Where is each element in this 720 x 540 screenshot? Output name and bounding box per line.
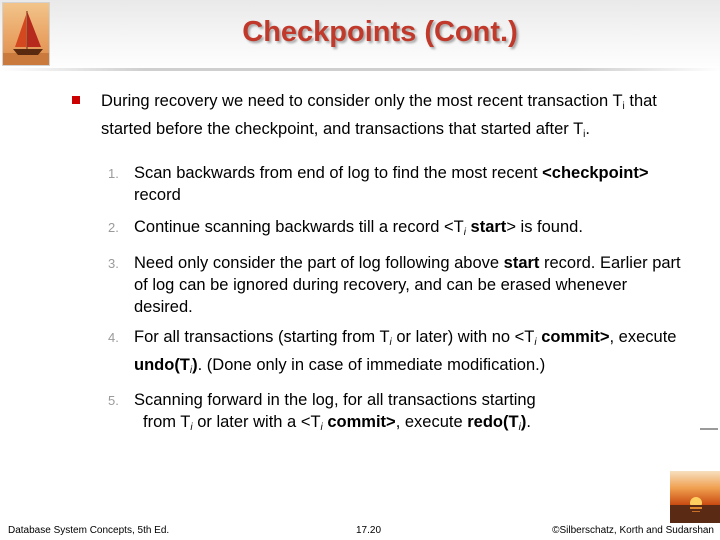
main-bullet-text (101, 90, 691, 146)
list-item-text (134, 216, 690, 244)
list-item (100, 326, 690, 382)
bold-span: commit> (536, 328, 610, 346)
subscript-span: i (534, 337, 537, 348)
text-line: Scanning forward in the log, for all transactions starting (134, 391, 536, 409)
subscript-span: i (189, 365, 193, 376)
main-bullet-end: . (585, 120, 590, 138)
list-item-number: 1. (108, 166, 119, 181)
subscript-span: i (320, 422, 323, 433)
footer-page-number: 17.20 (356, 525, 382, 536)
main-bullet-sub-2: i (583, 129, 586, 140)
main-bullet-intro: During recovery we need to consider only the most recent transaction T (101, 92, 623, 110)
text-span: from T (143, 413, 191, 431)
text-span: or later) with no <T (391, 328, 535, 346)
list-item (100, 216, 690, 244)
list-item-number: 4. (108, 330, 119, 345)
list-item (100, 162, 690, 206)
bullet-square-icon (72, 96, 80, 104)
footer-copyright: ©Silberschatz, Korth and Sudarshan (552, 525, 714, 536)
text-span: . (526, 413, 531, 431)
sunset-image-icon (670, 471, 720, 523)
list-item-text (134, 389, 690, 439)
main-bullet-mid: that started before the checkpoint, and transactions that started after T (101, 92, 657, 138)
numbered-list (100, 162, 690, 439)
text-span: Scan backwards from end of log to find the most recent (134, 164, 543, 182)
text-span: Need only consider the part of log following above (134, 254, 504, 272)
text-span: , execute (395, 413, 468, 431)
list-item-number: 2. (108, 220, 119, 235)
main-bullet-sub-1: i (622, 101, 625, 112)
text-span: . (Done only in case of immediate modification.) (197, 356, 546, 374)
bold-span: ) (192, 356, 198, 374)
edge-mark (700, 428, 718, 430)
text-line (134, 411, 690, 439)
list-item-number: 3. (108, 256, 119, 271)
bold-span: ) (520, 413, 527, 431)
list-item-text (134, 326, 690, 382)
list-item-text (134, 162, 690, 206)
footer-course (8, 525, 169, 536)
bold-span: <checkpoint> (542, 164, 649, 182)
text-span: , execute (609, 328, 677, 346)
bold-span: commit> (322, 413, 396, 431)
subscript-span: i (389, 337, 392, 348)
list-item-text (134, 252, 690, 318)
bold-span: start (465, 218, 507, 236)
title-divider (0, 68, 720, 71)
slide-title: Checkpoints (Cont.) (242, 16, 518, 48)
bold-span: start (503, 254, 540, 272)
list-item (100, 389, 690, 439)
text-span: record (134, 186, 181, 204)
bold-span: redo(T (467, 413, 519, 431)
text-span: record. Earlier part of log can be ignored during recovery, and can be erased whenever desired. (134, 254, 681, 316)
subscript-span: i (190, 422, 193, 433)
subscript-span: i (463, 227, 466, 238)
bold-span: undo(T (134, 356, 190, 374)
text-span: or later with a <T (192, 413, 321, 431)
subscript-span: i (518, 422, 521, 433)
list-item (100, 252, 690, 318)
text-span: For all transactions (starting from T (134, 328, 390, 346)
list-item-number: 5. (108, 393, 119, 408)
footer-course-text: Database System Concepts, 5th Ed. (8, 525, 170, 536)
text-span: Continue scanning backwards till a record <T (134, 218, 464, 236)
text-span: > is found. (506, 218, 583, 236)
